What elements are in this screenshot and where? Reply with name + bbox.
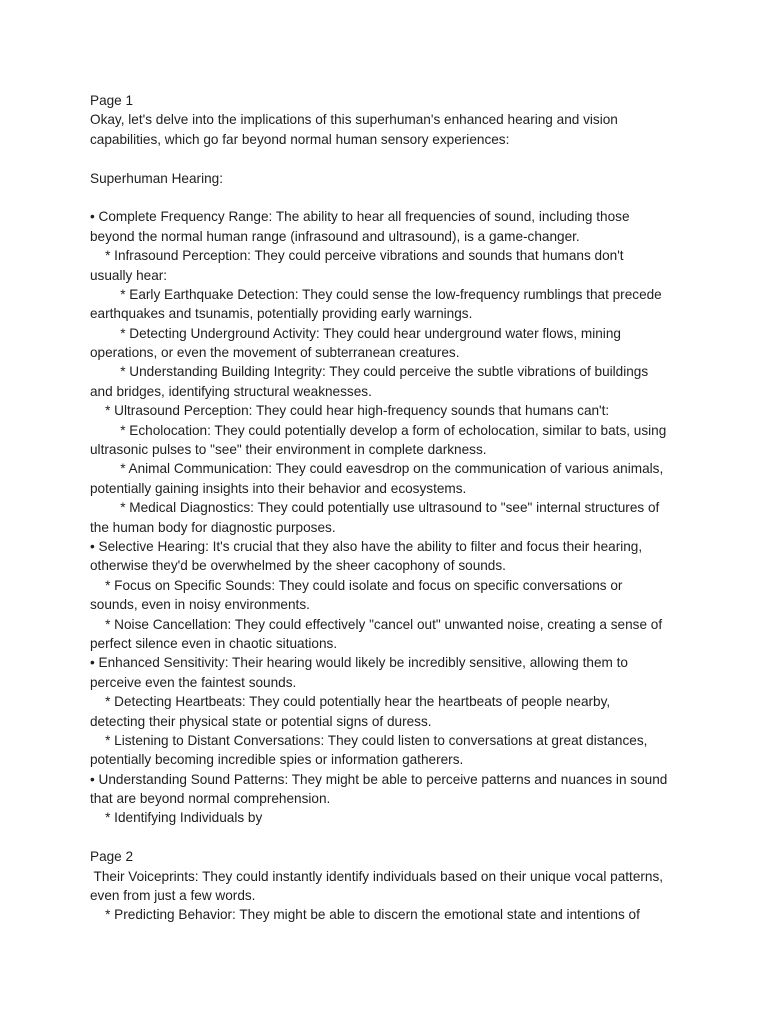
page2-content bbox=[90, 867, 690, 925]
text-line: * Identifying Individuals by bbox=[90, 810, 263, 826]
text-line: detecting their physical state or potential signs of duress. bbox=[90, 713, 432, 729]
document-page bbox=[90, 91, 690, 925]
text-line: operations, or even the movement of subterranean creatures. bbox=[90, 345, 460, 361]
text-line: perceive even the faintest sounds. bbox=[90, 674, 297, 690]
blank-line bbox=[90, 828, 690, 847]
text-line: * Animal Communication: They could eavesdrop on the communication of various animals, bbox=[90, 461, 664, 477]
text-line: potentially becoming incredible spies or information gatherers. bbox=[90, 752, 464, 768]
text-line: beyond the normal human range (infrasound and ultrasound), is a game-changer. bbox=[90, 228, 580, 244]
text-line: perfect silence even in chaotic situations. bbox=[90, 635, 338, 651]
blank-line bbox=[90, 188, 690, 207]
text-line: otherwise they'd be overwhelmed by the sheer cacophony of sounds. bbox=[90, 558, 506, 574]
page-label: Page 2 bbox=[90, 849, 134, 865]
text-line: * Focus on Specific Sounds: They could isolate and focus on specific conversations or bbox=[90, 577, 623, 593]
text-line: * Detecting Underground Activity: They could hear underground water flows, mining bbox=[90, 325, 621, 341]
text-line: • Selective Hearing: It's crucial that they also have the ability to filter and focus their hearing, bbox=[90, 538, 643, 554]
blank-line bbox=[90, 149, 690, 168]
text-line: * Ultrasound Perception: They could hear high-frequency sounds that humans can't: bbox=[90, 403, 610, 419]
text-line: Okay, let's delve into the implications of this superhuman's enhanced hearing and vision bbox=[90, 112, 618, 128]
text-line: * Understanding Building Integrity: They could perceive the subtle vibrations of buildings bbox=[90, 364, 649, 380]
section-heading: Superhuman Hearing: bbox=[90, 170, 223, 186]
text-line: * Infrasound Perception: They could perceive vibrations and sounds that humans don't bbox=[90, 248, 624, 264]
text-line: potentially gaining insights into their behavior and ecosystems. bbox=[90, 480, 467, 496]
text-line: earthquakes and tsunamis, potentially providing early warnings. bbox=[90, 306, 473, 322]
text-line: * Listening to Distant Conversations: They could listen to conversations at great distances, bbox=[90, 732, 648, 748]
text-line: * Echolocation: They could potentially develop a form of echolocation, similar to bats, using bbox=[90, 422, 667, 438]
text-line: the human body for diagnostic purposes. bbox=[90, 519, 336, 535]
text-line: * Predicting Behavior: They might be able to discern the emotional state and intentions of bbox=[90, 907, 640, 923]
text-line: * Detecting Heartbeats: They could potentially hear the heartbeats of people nearby, bbox=[90, 694, 611, 710]
text-line: that are beyond normal comprehension. bbox=[90, 791, 331, 807]
text-line: • Complete Frequency Range: The ability to hear all frequencies of sound, including those bbox=[90, 209, 630, 225]
text-line: ultrasonic pulses to "see" their environment in complete darkness. bbox=[90, 442, 487, 458]
text-line: • Understanding Sound Patterns: They might be able to perceive patterns and nuances in sound bbox=[90, 771, 668, 787]
text-line: capabilities, which go far beyond normal human sensory experiences: bbox=[90, 131, 510, 147]
text-line: • Enhanced Sensitivity: Their hearing would likely be incredibly sensitive, allowing them to bbox=[90, 655, 628, 671]
text-line: even from just a few words. bbox=[90, 888, 256, 904]
text-line: * Noise Cancellation: They could effectively "cancel out" unwanted noise, creating a sense of bbox=[90, 616, 663, 632]
text-line: sounds, even in noisy environments. bbox=[90, 597, 310, 613]
text-line: * Early Earthquake Detection: They could sense the low-frequency rumblings that precede bbox=[90, 286, 662, 302]
text-line: usually hear: bbox=[90, 267, 168, 283]
intro-paragraph bbox=[90, 110, 690, 149]
text-line: Their Voiceprints: They could instantly identify individuals based on their unique vocal patterns, bbox=[90, 868, 664, 884]
text-line: and bridges, identifying structural weaknesses. bbox=[90, 383, 372, 399]
text-line: * Medical Diagnostics: They could potentially use ultrasound to "see" internal structures of bbox=[90, 500, 660, 516]
hearing-list bbox=[90, 207, 690, 828]
page-label: Page 1 bbox=[90, 93, 134, 108]
